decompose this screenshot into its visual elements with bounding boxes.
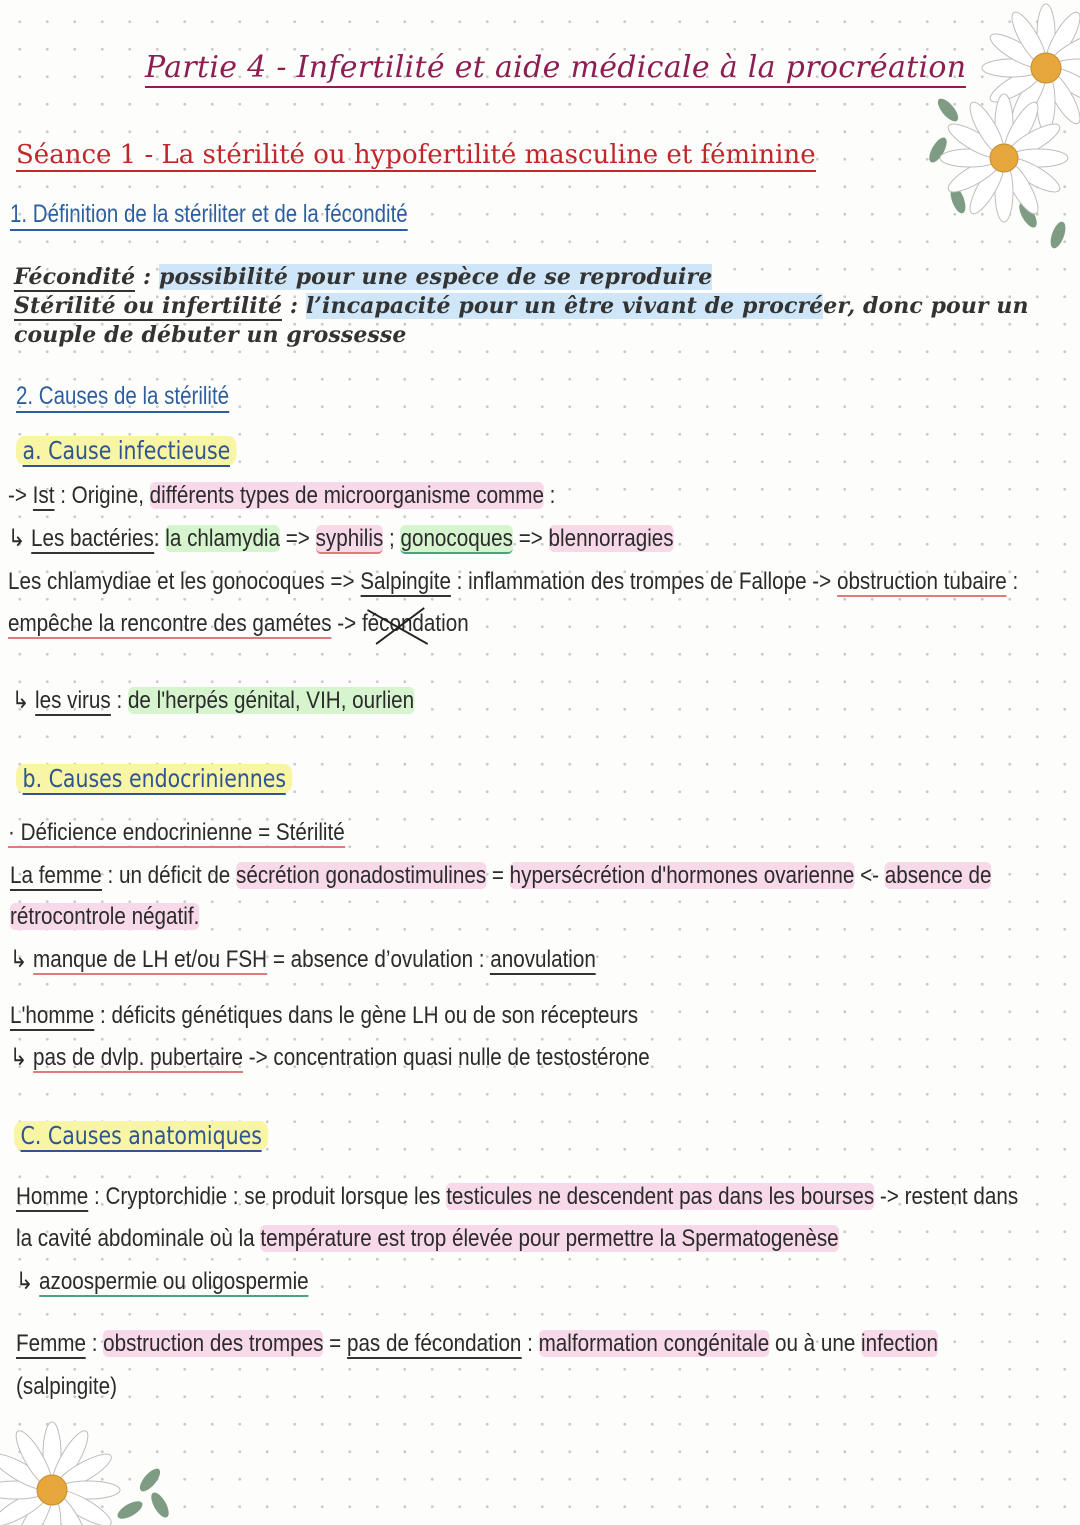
text: : un déficit de: [101, 862, 237, 889]
highlight: syphilis: [315, 525, 384, 552]
text-line: [8, 610, 469, 638]
crossed-word: [362, 610, 469, 638]
daisy-decoration-bottom-left: [0, 1400, 180, 1525]
text: Les chlamydiae et les gonocoques =>: [8, 568, 361, 595]
definition-text: er, donc pour un: [823, 293, 1029, 319]
underlined: manque de LH et/ou FSH: [33, 946, 268, 973]
term-homme: Homme: [16, 1183, 89, 1210]
text: = absence d’ovulation :: [267, 946, 491, 973]
arrow: ↳: [12, 687, 36, 714]
highlight: blennorragies: [548, 525, 674, 552]
text: :: [521, 1330, 539, 1357]
highlight: absence de: [884, 862, 992, 889]
text: : inflammation des trompes de Fallope ->: [450, 568, 837, 595]
text-line: [10, 1002, 638, 1030]
cross-mark-icon: [364, 604, 433, 648]
text-line: [10, 945, 596, 974]
text-line: [8, 568, 1018, 596]
text-line: [10, 903, 199, 931]
subsection-c-heading: [14, 1121, 268, 1150]
term-anovulation: anovulation: [490, 946, 596, 973]
text-line: (salpingite): [16, 1373, 117, 1400]
definition-term: Stérilité ou infertilité: [14, 293, 283, 319]
underlined: obstruction tubaire: [836, 568, 1007, 595]
term-pas-de-fecondation: pas de fécondation: [346, 1330, 522, 1357]
arrow: ->: [8, 482, 33, 509]
text-line: [16, 1267, 309, 1296]
definition-fecondite: [14, 264, 712, 290]
text: :: [543, 482, 556, 509]
underlined: · Déficience endocrinienne = Stérilité: [8, 819, 345, 846]
subsection-b-heading: [16, 764, 293, 793]
highlight: hypersécrétion d'hormones ovarienne: [509, 862, 855, 889]
definition-separator: :: [282, 293, 306, 319]
definition-text: possibilité pour une espèce de se reproduire: [159, 264, 713, 290]
arrow: ↳: [8, 525, 32, 552]
text-line: [8, 524, 674, 553]
term-ist: Ist: [32, 482, 55, 509]
highlight: malformation congénitale: [538, 1330, 770, 1357]
arrow: ↳: [10, 946, 34, 973]
text-line: [8, 819, 345, 847]
arrow: ↳: [10, 1044, 34, 1071]
term-virus: les virus: [35, 687, 111, 714]
underlined: azoospermie ou oligospermie: [39, 1268, 309, 1295]
term-femme: Femme: [16, 1330, 86, 1357]
text: -> concentration quasi nulle de testostérone: [243, 1044, 650, 1071]
highlight: infection: [861, 1330, 938, 1357]
definition-sterilite-continued: couple de débuter un grossesse: [14, 322, 407, 348]
subsection-a-heading: [16, 436, 237, 465]
seance-heading: Séance 1 - La stérilité ou hypofertilité masculine et féminine: [16, 140, 816, 170]
arrow: ↳: [16, 1268, 40, 1295]
text-line: [12, 686, 414, 715]
highlight: obstruction des trompes: [103, 1330, 324, 1357]
text: : déficits génétiques dans le gène LH ou de son récepteurs: [94, 1002, 639, 1029]
highlight: de l'herpés génital, VIH, ourlien: [127, 687, 415, 714]
text: =: [486, 862, 510, 889]
subsection-b-label: b. Causes endocriniennes: [22, 764, 287, 793]
text: :: [85, 1330, 104, 1357]
highlight: gonocoques: [400, 525, 513, 552]
daisy-decoration-top-right: [918, 0, 1080, 260]
text: =: [323, 1330, 347, 1357]
highlight: différents types de microorganisme comme: [149, 482, 544, 509]
text-line: [16, 1183, 1018, 1211]
term-bacteries: Les bactéries: [31, 525, 154, 552]
text-line: [16, 1225, 839, 1253]
definition-sterilite: [14, 293, 1029, 319]
text-line: [10, 862, 992, 890]
text: :: [153, 525, 166, 552]
text-line: [8, 482, 555, 510]
subsection-c-label: C. Causes anatomiques: [20, 1121, 262, 1150]
highlight: testicules ne descendent pas dans les bourses: [446, 1183, 875, 1210]
text: : Origine,: [54, 482, 150, 509]
definition-term: Fécondité: [14, 264, 136, 290]
highlight: sécrétion gonadostimulines: [236, 862, 487, 889]
text: la cavité abdominale où la: [16, 1225, 261, 1252]
text: : Cryptorchidie : se produit lorsque les: [88, 1183, 447, 1210]
subsection-a-label: a. Cause infectieuse: [22, 436, 231, 465]
text: ->: [331, 610, 362, 637]
section-1-heading: 1. Définition de la stériliter et de la fécondité: [10, 200, 408, 231]
text: :: [1006, 568, 1019, 595]
term-femme: La femme: [10, 862, 102, 889]
text: fécondation: [361, 610, 469, 637]
text-line: [10, 1043, 650, 1072]
underlined: pas de dvlp. pubertaire: [33, 1044, 244, 1071]
highlight: rétrocontrole négatif.: [10, 903, 200, 930]
text: :: [110, 687, 128, 714]
page-title: Partie 4 - Infertilité et aide médicale à la procréation: [145, 50, 966, 88]
text-line: [16, 1330, 938, 1358]
highlight: la chlamydia: [165, 525, 281, 552]
highlight: température est trop élevée pour permettre la Spermatogenèse: [260, 1225, 839, 1252]
definition-separator: :: [135, 264, 160, 290]
text: -> restent dans: [874, 1183, 1019, 1210]
text: ou à une: [769, 1330, 862, 1357]
section-2-heading: 2. Causes de la stérilité: [16, 382, 229, 413]
text: ;: [383, 525, 401, 552]
text: =>: [512, 525, 549, 552]
underlined: empêche la rencontre des gamétes: [8, 610, 332, 637]
term-salpingite: Salpingite: [360, 568, 451, 595]
definition-text-highlight: l’incapacité pour un être vivant de procré: [305, 293, 824, 319]
text: <-: [854, 862, 885, 889]
text: =>: [280, 525, 316, 552]
term-homme: L'homme: [10, 1002, 95, 1029]
